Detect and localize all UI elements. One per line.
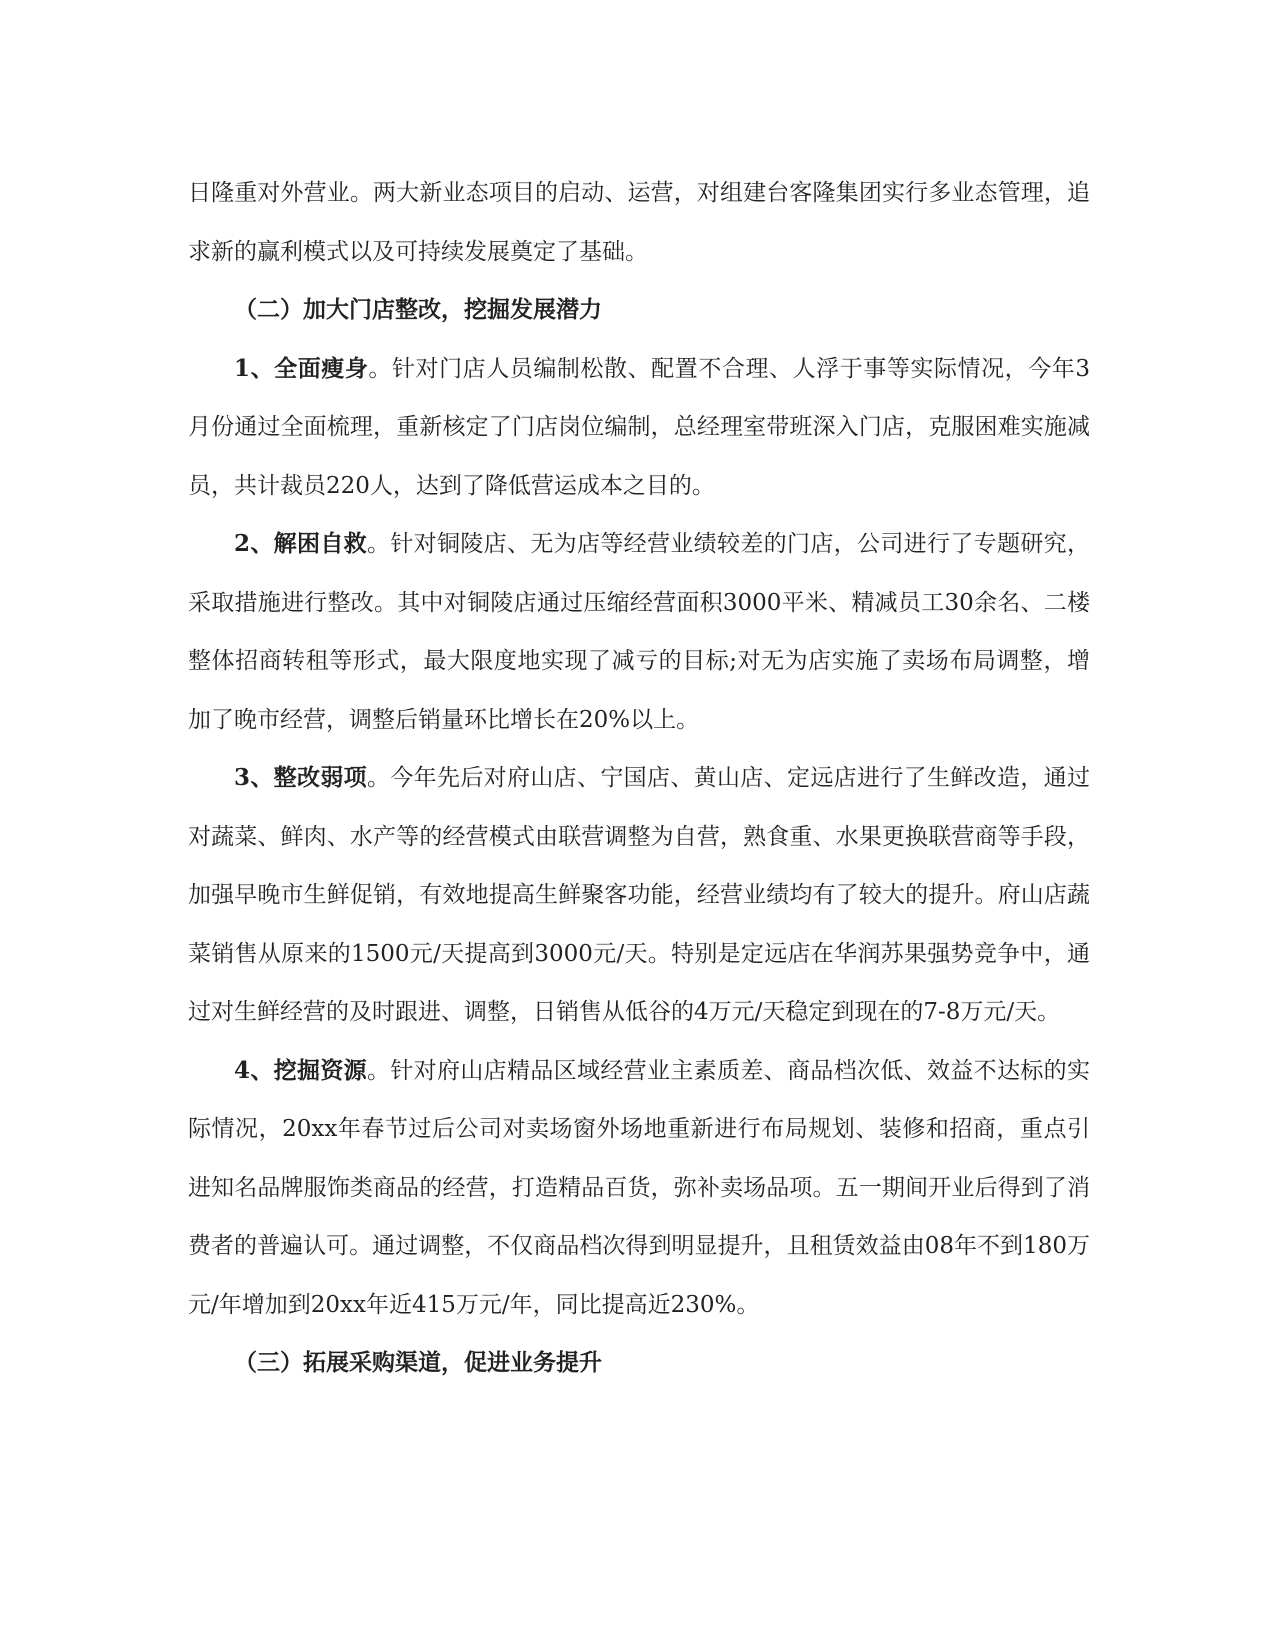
paragraph-item-1	[188, 340, 1090, 516]
item-2-text: 。针对铜陵店、无为店等经营业绩较差的门店，公司进行了专题研究，采取措施进行整改。其中对铜陵店通过压缩经营面积3000平米、精减员工30余名、二楼整体招商转租等形式，最大限度地实现了减亏的目标;对无为店实施了卖场布局调整，增加了晚市经营，调整后销量环比增长在20%以上。	[188, 531, 1091, 733]
item-1-text: 。针对门店人员编制松散、配置不合理、人浮于事等实际情况，今年3月份通过全面梳理，重新核定了门店岗位编制，总经理室带班深入门店，克服困难实施减员，共计裁员220人，达到了降低营运成本之目的。	[188, 355, 1090, 499]
paragraph-intro: 日隆重对外营业。两大新业态项目的启动、运营，对组建台客隆集团实行多业态管理，追求新的赢利模式以及可持续发展奠定了基础。	[188, 180, 1090, 265]
section-heading-2: （二）加大门店整改，挖掘发展潜力	[234, 296, 602, 323]
paragraph-item-4	[188, 1042, 1090, 1335]
section-heading-3: （三）拓展采购渠道，促进业务提升	[234, 1349, 602, 1376]
document-body	[188, 164, 1090, 1393]
paragraph-item-3	[188, 749, 1090, 1042]
item-4-lead: 4、挖掘资源	[234, 1056, 368, 1084]
item-3-text: 。今年先后对府山店、宁国店、黄山店、定远店进行了生鲜改造，通过对蔬菜、鲜肉、水产等的经营模式由联营调整为自营，熟食重、水果更换联营商等手段，加强早晚市生鲜促销，有效地提高生鲜聚客功能，经营业绩均有了较大的提升。府山店蔬菜销售从原来的1500元/天提高到3000元/天。特别是定远店在华润苏果强势竞争中，通过对生鲜经营的及时跟进、调整，日销售从低谷的4万元/天稳定到现在的7-8万元/天。	[188, 765, 1091, 1025]
item-3-lead: 3、整改弱项	[234, 764, 368, 791]
item-4-text: 。针对府山店精品区域经营业主素质差、商品档次低、效益不达标的实际情况，20xx年春节过后公司对卖场窗外场地重新进行布局规划、装修和招商，重点引进知名品牌服饰类商品的经营，打造精品百货，弥补卖场品项。五一期间开业后得到了消费者的普遍认可。通过调整，不仅商品档次得到明显提升，且租赁效益由08年不到180万元/年增加到20xx年近415万元/年，同比提高近230%。	[188, 1057, 1091, 1318]
item-2-lead: 2、解困自救	[234, 530, 368, 557]
paragraph-item-2	[188, 515, 1090, 749]
item-1-lead: 1、全面瘦身	[234, 354, 369, 382]
